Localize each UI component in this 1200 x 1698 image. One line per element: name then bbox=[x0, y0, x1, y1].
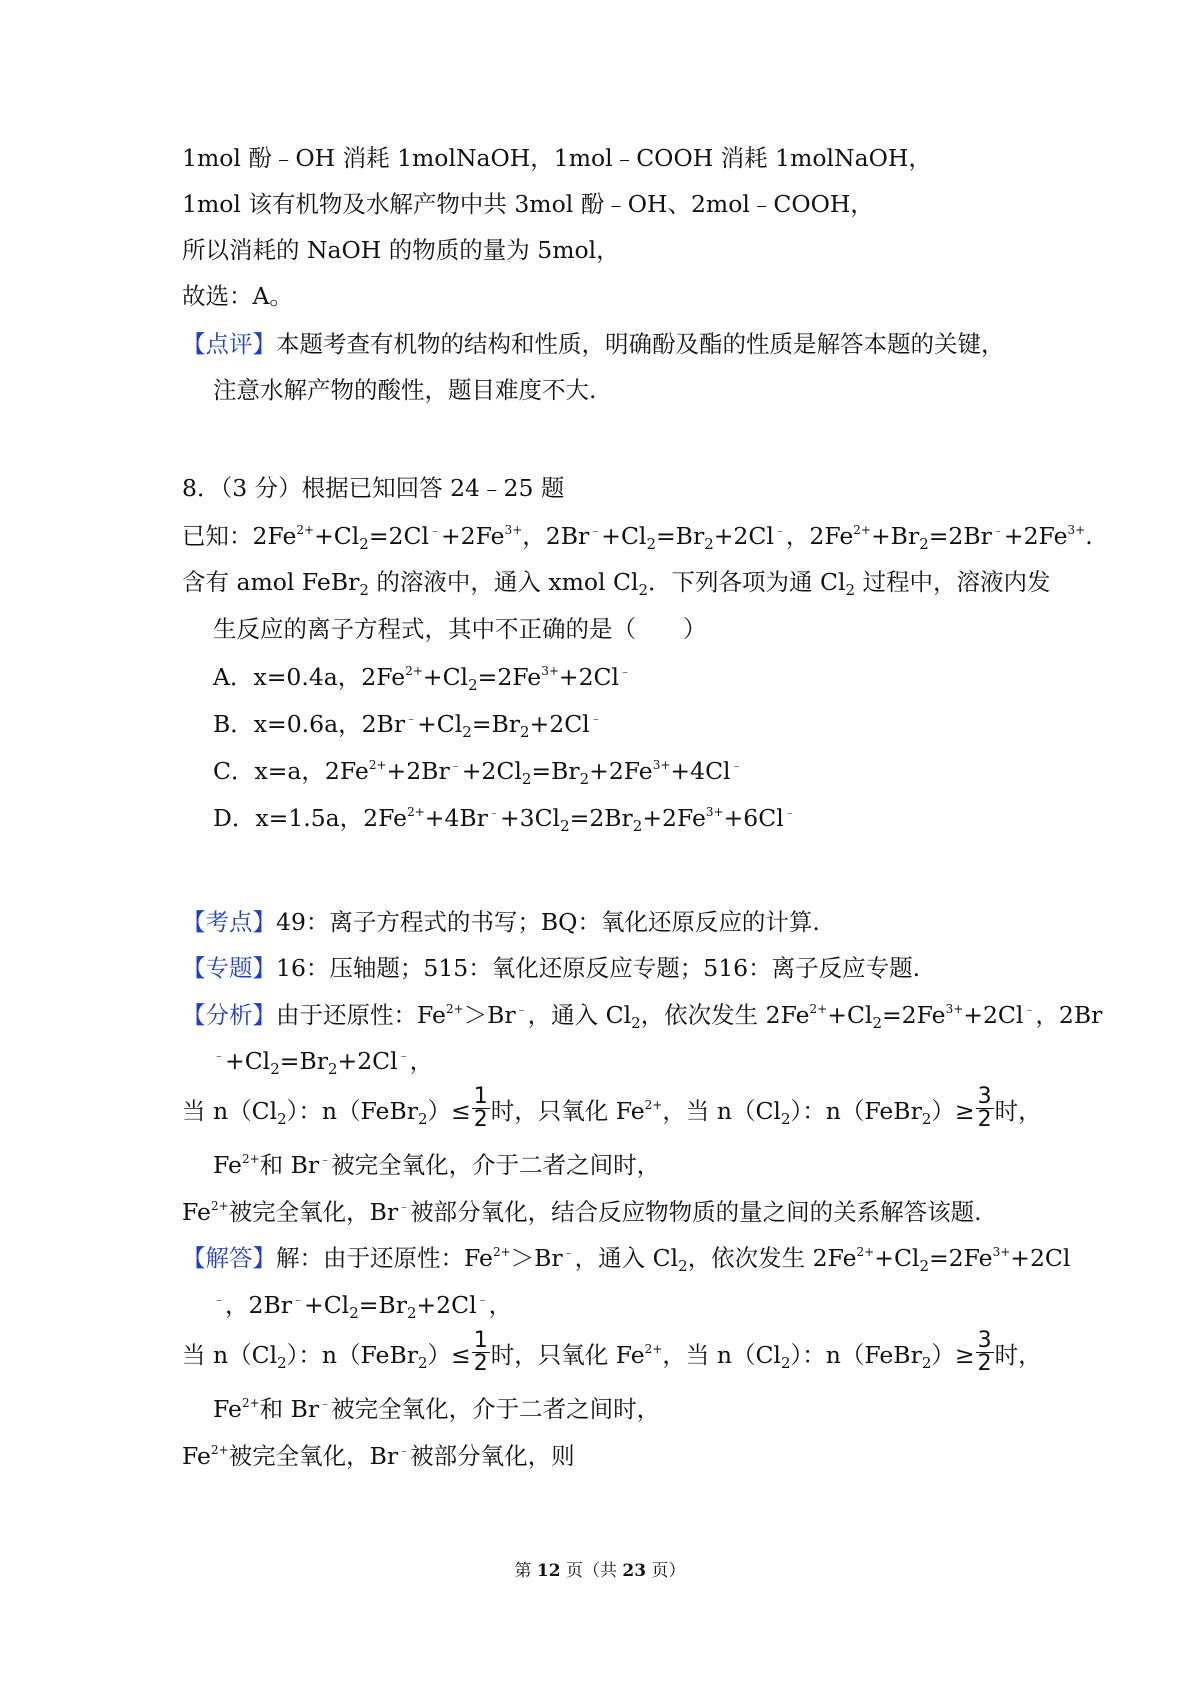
fraction-three-halves-2: $\frac{3}{2}$ bbox=[977, 1328, 992, 1376]
jieda-line-1: 【解答】解：由于还原性：$Fe^{2+}>Br^﹣$，通入 $Cl_2$，依次发生 $2Fe^{2+}+Cl_2=2Fe^{3+}+2Cl$ bbox=[182, 1244, 1071, 1275]
solution-line-4: 故选：A。 bbox=[182, 282, 293, 310]
option-a: A．x=0.4a，$2Fe^{2+}+Cl_2=2Fe^{3+}+2Cl^﹣$ bbox=[213, 663, 632, 694]
question-heading: 8．（3 分）根据已知回答 24﹣25 题 bbox=[182, 474, 565, 502]
jieda-line-3: 当 $n(Cl_2)$：n（FeBr$_2$）≤ $\frac{1}{2}$ 时，只氧化 $Fe^{2+}$，当 $n(Cl_2)$：n（FeBr$_2$）≥ $\frac{3}{2}$ 时， bbox=[182, 1328, 1042, 1376]
fenxi-line-1: 【分析】由于还原性：$Fe^{2+}>Br^﹣$，通入 $Cl_2$，依次发生 $2Fe^{2+}+Cl_2=2Fe^{3+}+2Cl^﹣$，2Br bbox=[182, 1001, 1103, 1032]
fenxi-line-3: 当 $n(Cl_2)$：n（FeBr$_2$）≤ $\frac{1}{2}$ 时，只氧化 $Fe^{2+}$，当 $n(Cl_2)$：n（FeBr$_2$）≥ $\frac{3}{2}$ 时， bbox=[182, 1084, 1042, 1132]
kaodian-line bbox=[182, 906, 820, 938]
solution-line-2: 1mol 该有机物及水解产物中共 3mol 酚﹣OH、2mol﹣COOH， bbox=[182, 190, 874, 218]
question-stem-tail: 过程中，溶液内发 bbox=[862, 568, 1051, 596]
fraction-one-half-2: $\frac{1}{2}$ bbox=[473, 1328, 488, 1376]
fraction-three-halves: $\frac{3}{2}$ bbox=[977, 1084, 992, 1132]
jieda-line-5: $Fe^{2+}$被完全氧化，Br﹣被部分氧化，则 bbox=[182, 1442, 575, 1470]
jieda-line-4: $Fe^{2+}$和 Br﹣被完全氧化，介于二者之间时， bbox=[213, 1395, 661, 1423]
fenxi-tag: 【分析】 bbox=[182, 1001, 276, 1029]
review-tag: 【点评】 bbox=[182, 330, 276, 358]
zhuanti-line bbox=[182, 952, 920, 984]
jieda-line-2: ﹣，$2Br^﹣+Cl_2=Br_2+2Cl^﹣$， bbox=[213, 1291, 513, 1322]
footer-mid: 页（共 bbox=[560, 1561, 623, 1581]
option-d: D．x=1.5a，$2Fe^{2+}+4Br^﹣+3Cl_2=2Br_2+2Fe^{3+}+6Cl^﹣$ bbox=[213, 804, 796, 835]
review-text-1: 本题考查有机物的结构和性质，明确酚及酯的性质是解答本题的关键， bbox=[276, 330, 1005, 358]
zhuanti-text: 16：压轴题；515：氧化还原反应专题；516：离子反应专题. bbox=[276, 954, 921, 982]
question-known: 已知：$2Fe^{2+}+Cl_2=2Cl^﹣+2Fe^{3+}$，$2Br^﹣+Cl_2=Br_2+2Cl^﹣$，$2Fe^{2+}+Br_2=2Br^﹣+2Fe^{3+}$. bbox=[182, 522, 1093, 553]
fenxi-line-5: $Fe^{2+}$被完全氧化，Br﹣被部分氧化，结合反应物物质的量之间的关系解答该题. bbox=[182, 1198, 982, 1226]
zhuanti-tag: 【专题】 bbox=[182, 954, 276, 982]
option-b: B．x=0.6a，$2Br^﹣+Cl_2=Br_2+2Cl^﹣$ bbox=[213, 710, 602, 741]
review-line-2: 注意水解产物的酸性，题目难度不大. bbox=[213, 376, 597, 404]
question-stem-1: 含有 amol FeBr$_2$ 的溶液中，通入 xmol $Cl_2$．下列各项为通 $Cl_2$ 过程中，溶液内发 bbox=[182, 568, 1051, 599]
solution-line-3: 所以消耗的 NaOH 的物质的量为 5mol， bbox=[182, 236, 620, 264]
jieda-prefix: 解： bbox=[276, 1244, 323, 1272]
fenxi-line-4: $Fe^{2+}$和 Br﹣被完全氧化，介于二者之间时， bbox=[213, 1151, 661, 1179]
review-line-1 bbox=[182, 328, 1005, 360]
option-c: C．x=a，$2Fe^{2+}+2Br^﹣+2Cl_2=Br_2+2Fe^{3+}+4Cl^﹣$ bbox=[213, 757, 743, 788]
question-stem-2: 生反应的离子方程式，其中不正确的是（ ） bbox=[213, 615, 707, 643]
fraction-one-half: $\frac{1}{2}$ bbox=[473, 1084, 488, 1132]
solution-line-1: 1mol 酚﹣OH 消耗 1molNaOH，1mol﹣COOH 消耗 1molNaOH， bbox=[182, 144, 932, 172]
jieda-tag: 【解答】 bbox=[182, 1244, 276, 1272]
kaodian-text: 49：离子方程式的书写；BQ：氧化还原反应的计算. bbox=[276, 908, 820, 936]
known-prefix: 已知： bbox=[182, 522, 253, 550]
page-footer bbox=[0, 1556, 1200, 1581]
footer-page-number: 12 bbox=[536, 1561, 561, 1581]
footer-pre: 第 bbox=[514, 1561, 537, 1581]
kaodian-tag: 【考点】 bbox=[182, 908, 276, 936]
fenxi-line-2: $^﹣+Cl_2=Br_2+2Cl^﹣$， bbox=[213, 1047, 434, 1078]
footer-total-pages: 23 bbox=[622, 1561, 647, 1581]
footer-post: 页） bbox=[646, 1561, 686, 1581]
